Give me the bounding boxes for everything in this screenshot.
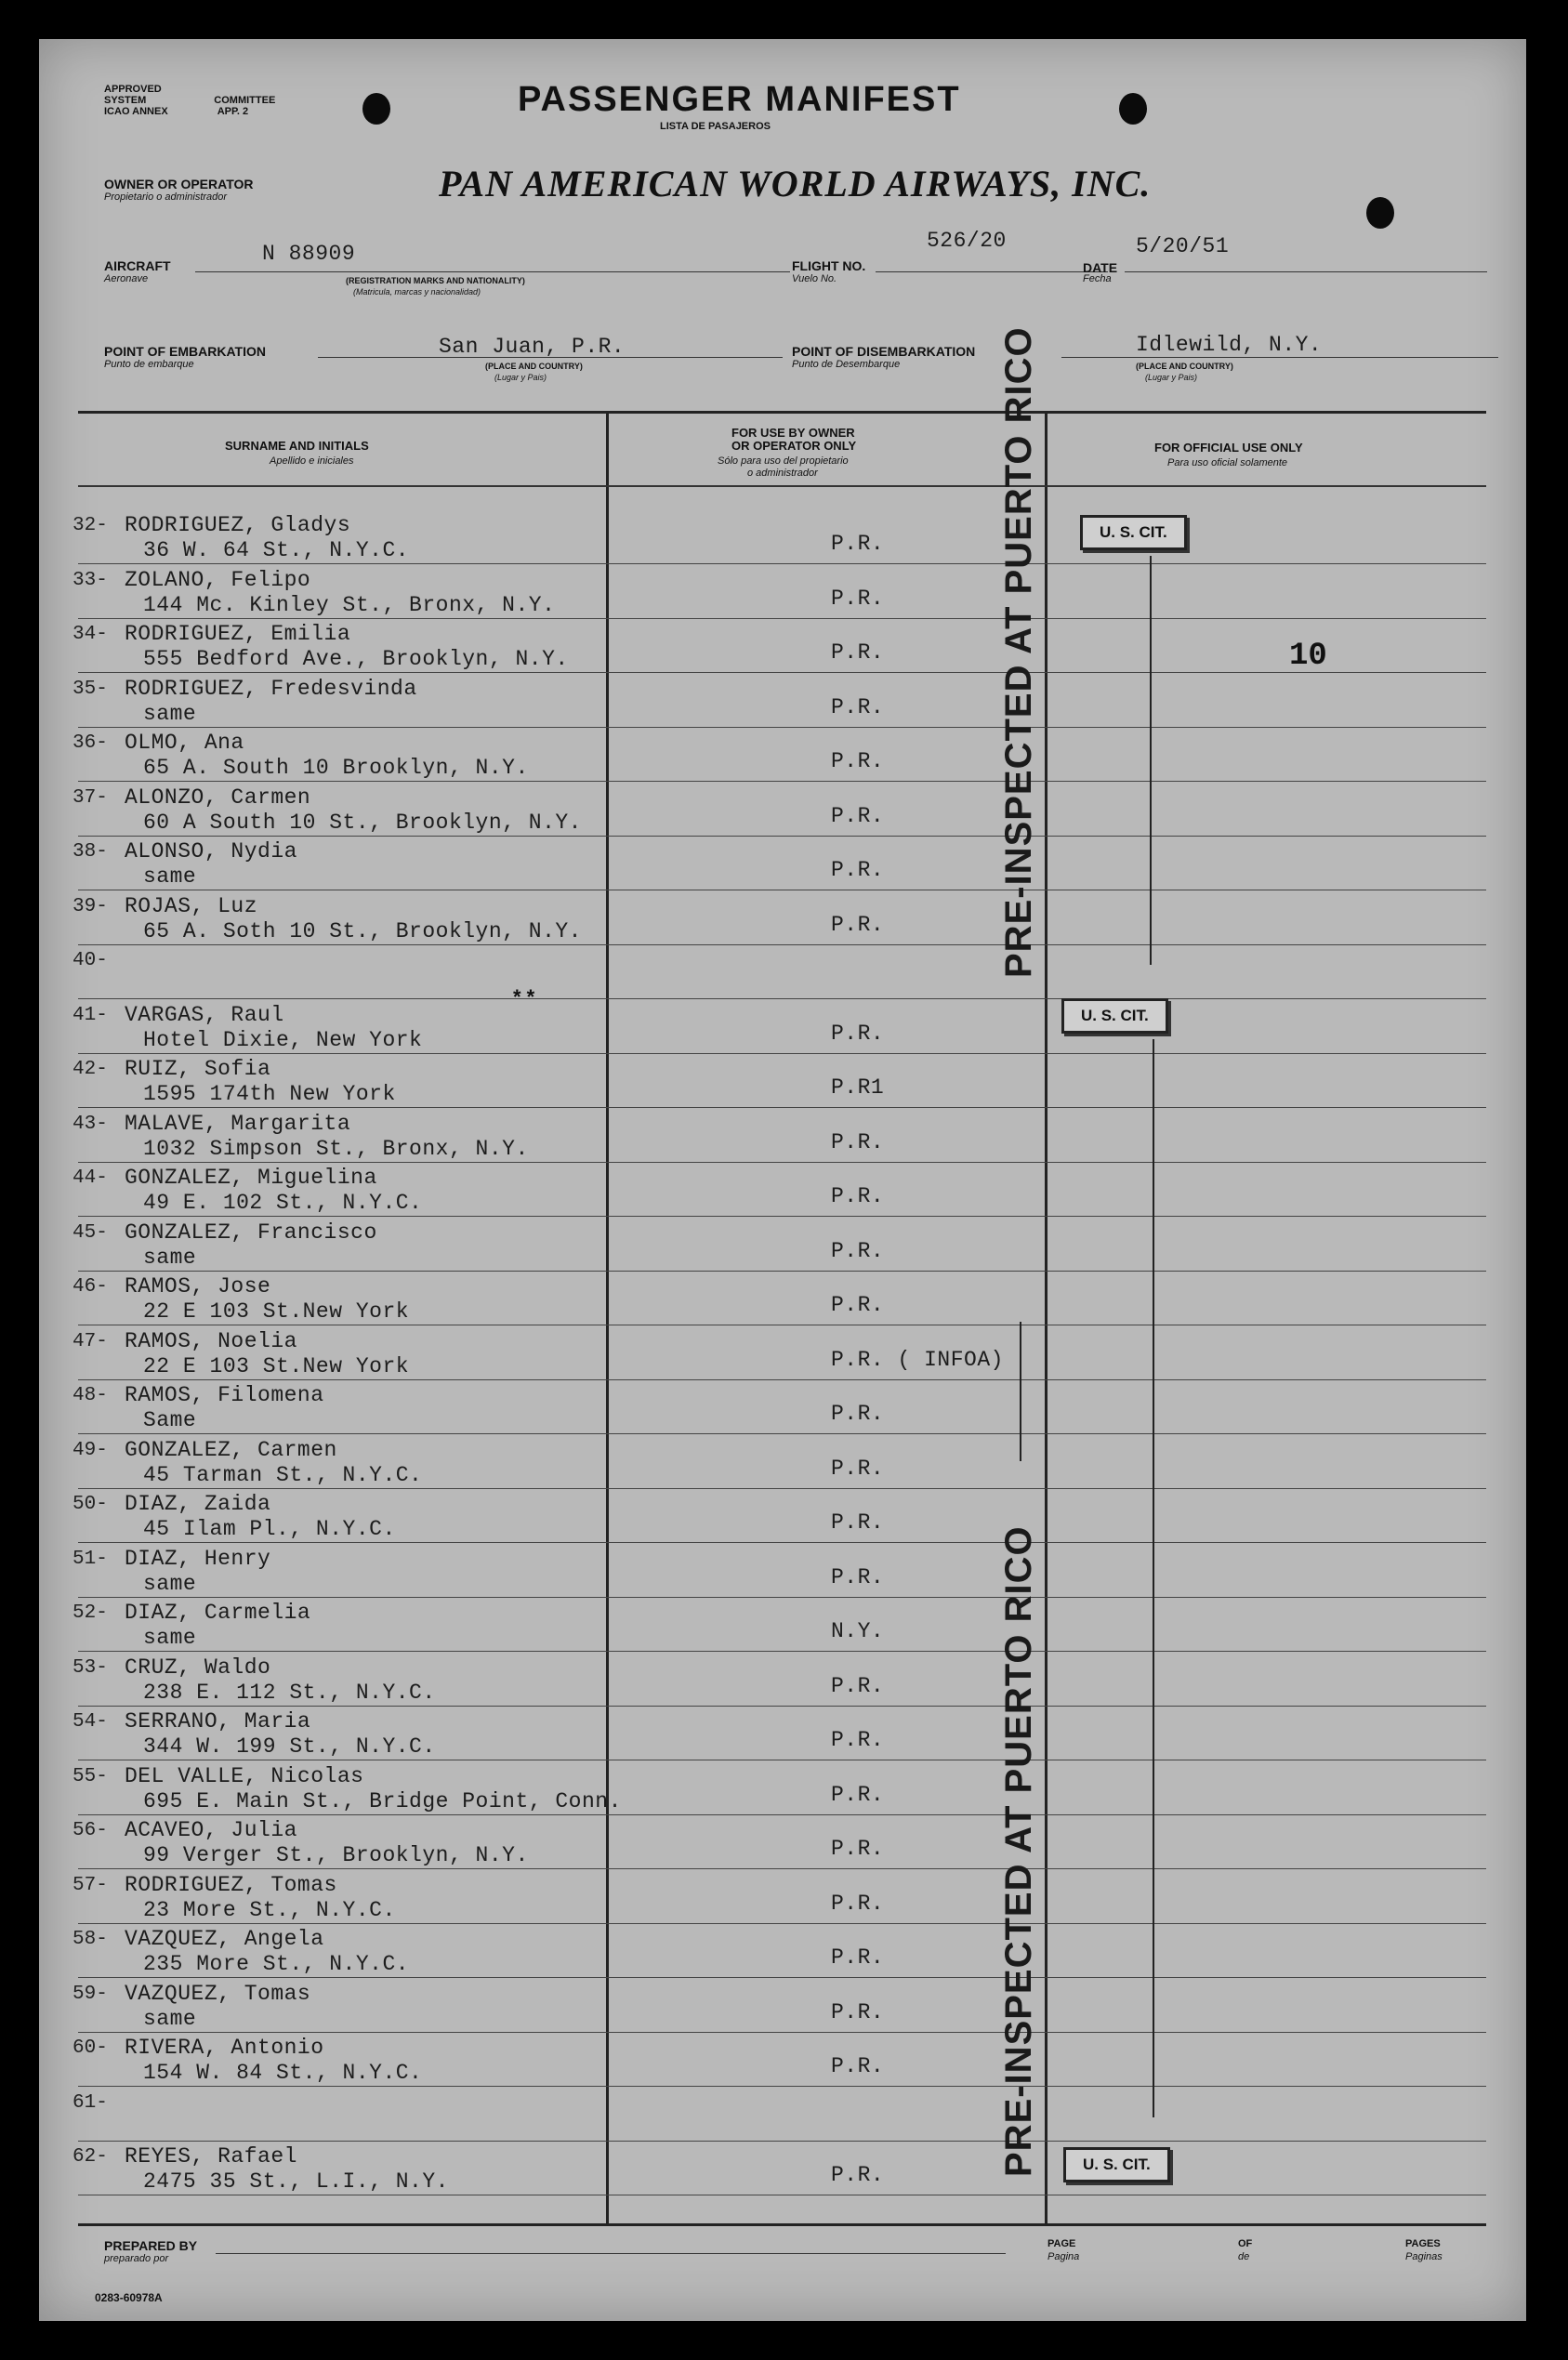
row-number: 47-: [72, 1331, 108, 1352]
table-row: [39, 511, 1526, 565]
passenger-address: 45 Tarman St., N.Y.C.: [143, 1463, 423, 1487]
table-row: [39, 2089, 1526, 2142]
row-rule: [78, 781, 1486, 782]
aircraft-value: N 88909: [262, 242, 356, 266]
passenger-address: Hotel Dixie, New York: [143, 1028, 423, 1052]
table-top-rule: [78, 411, 1486, 414]
passenger-name: ZOLANO, Felipo: [125, 568, 311, 592]
of-label: OF: [1238, 2238, 1253, 2249]
disembark-place-label: (PLACE AND COUNTRY): [1136, 362, 1233, 371]
row-number: 39-: [72, 896, 108, 917]
passenger-name: VAZQUEZ, Tomas: [125, 1982, 311, 2006]
passenger-address: 45 Ilam Pl., N.Y.C.: [143, 1517, 396, 1541]
manifest-sheet: [39, 39, 1526, 2321]
row-number: 56-: [72, 1820, 108, 1841]
bracket-line: [1153, 1039, 1154, 2117]
row-rule: [78, 1814, 1486, 1815]
owner-label-es: Propietario o administrador: [104, 191, 228, 203]
punch-hole: [1119, 93, 1147, 125]
punch-hole: [362, 93, 390, 125]
punch-hole: [1366, 197, 1394, 229]
row-rule: [78, 672, 1486, 673]
row-rule: [78, 1379, 1486, 1380]
passenger-address: same: [143, 2007, 197, 2031]
row-number: 62-: [72, 2146, 108, 2168]
origin-code: P.R.: [831, 1457, 885, 1481]
row-rule: [78, 1977, 1486, 1978]
header-bottom-rule: [78, 485, 1486, 487]
table-row: [39, 1436, 1526, 1490]
table-row: [39, 1272, 1526, 1326]
owner-column-header-es-2: o administrador: [747, 468, 818, 479]
origin-code: P.R.: [831, 804, 885, 828]
passenger-address: same: [143, 864, 197, 889]
embark-label: POINT OF EMBARKATION: [104, 344, 266, 359]
pages-label: PAGES: [1405, 2238, 1441, 2249]
origin-code: P.R.: [831, 587, 885, 611]
flight-label-es: Vuelo No.: [792, 273, 837, 284]
row-rule: [78, 1107, 1486, 1108]
origin-code: P.R.: [831, 1293, 885, 1317]
table-row: [39, 1816, 1526, 1870]
passenger-address: 1595 174th New York: [143, 1082, 396, 1106]
origin-code: P.R.: [831, 1837, 885, 1861]
passenger-address: 60 A South 10 St., Brooklyn, N.Y.: [143, 811, 582, 835]
passenger-address: 2475 35 St., L.I., N.Y.: [143, 2169, 449, 2194]
row-number: 55-: [72, 1766, 108, 1787]
passenger-address: same: [143, 1626, 197, 1650]
passenger-address: 144 Mc. Kinley St., Bronx, N.Y.: [143, 593, 556, 617]
passenger-name: CRUZ, Waldo: [125, 1655, 271, 1680]
passenger-name: RODRIGUEZ, Fredesvinda: [125, 677, 417, 701]
owner-column-header-1: FOR USE BY OWNER: [731, 426, 855, 440]
passenger-name: REYES, Rafael: [125, 2144, 297, 2169]
passenger-name: ROJAS, Luz: [125, 894, 258, 918]
passenger-address: 235 More St., N.Y.C.: [143, 1952, 410, 1976]
row-number: 60-: [72, 2037, 108, 2059]
row-number: 51-: [72, 1549, 108, 1570]
table-row: [39, 1381, 1526, 1435]
passenger-address: 154 W. 84 St., N.Y.C.: [143, 2061, 423, 2085]
passenger-name: VARGAS, Raul: [125, 1003, 284, 1027]
row-number: 58-: [72, 1929, 108, 1950]
asterisk-marks: * *: [513, 985, 535, 1009]
passenger-name: RAMOS, Jose: [125, 1274, 271, 1299]
passenger-name: SERRANO, Maria: [125, 1709, 311, 1734]
row-number: 33-: [72, 570, 108, 591]
table-row: [39, 2034, 1526, 2088]
origin-code: P.R.: [831, 913, 885, 937]
official-column-header: FOR OFFICIAL USE ONLY: [1154, 441, 1303, 455]
passenger-name: RIVERA, Antonio: [125, 2036, 324, 2060]
passenger-name: DEL VALLE, Nicolas: [125, 1764, 364, 1788]
owner-column-header-es-1: Sólo para uso del propietario: [718, 455, 849, 467]
origin-code: P.R.: [831, 1022, 885, 1046]
disembark-value: Idlewild, N.Y.: [1136, 333, 1323, 357]
row-rule: [78, 1053, 1486, 1054]
table-row: [39, 1980, 1526, 2034]
row-rule: [78, 836, 1486, 837]
passenger-name: ALONZO, Carmen: [125, 785, 311, 810]
table-row: [39, 892, 1526, 946]
row-number: 52-: [72, 1602, 108, 1624]
origin-code: P.R.: [831, 640, 885, 665]
prepared-by-rule: [216, 2253, 1006, 2254]
origin-code: P.R.: [831, 1565, 885, 1589]
row-number: 53-: [72, 1657, 108, 1679]
flight-rule: [876, 271, 1108, 272]
passenger-address: 555 Bedford Ave., Brooklyn, N.Y.: [143, 647, 569, 671]
passenger-name: MALAVE, Margarita: [125, 1112, 351, 1136]
bracket-line: [1020, 1322, 1021, 1461]
row-number: 46-: [72, 1276, 108, 1298]
preinspected-stamp: PRE-INSPECTED AT PUERTO RICO: [998, 1525, 1039, 2177]
row-number: 49-: [72, 1440, 108, 1461]
table-row: [39, 729, 1526, 783]
date-value: 5/20/51: [1136, 234, 1230, 258]
origin-code: P.R.: [831, 2054, 885, 2078]
form-number: 0283-60978A: [95, 2291, 163, 2304]
approved-line-2: SYSTEM: [104, 95, 147, 106]
name-column-header-es: Apellido e iniciales: [270, 455, 354, 467]
approval-block: [104, 84, 275, 117]
passenger-name: GONZALEZ, Carmen: [125, 1438, 337, 1462]
table-row: [39, 1164, 1526, 1218]
row-number: 48-: [72, 1385, 108, 1406]
table-row: [39, 837, 1526, 891]
origin-code: P.R.: [831, 1783, 885, 1807]
page-title: PASSENGER MANIFEST: [518, 80, 961, 119]
row-number: 57-: [72, 1875, 108, 1896]
page-subtitle: LISTA DE PASAJEROS: [660, 121, 771, 132]
embark-place-label: (PLACE AND COUNTRY): [485, 362, 583, 371]
count-annotation: 10: [1289, 639, 1327, 674]
us-citizen-stamp: U. S. CIT.: [1080, 515, 1187, 550]
row-rule: [78, 2141, 1486, 2142]
passenger-name: DIAZ, Zaida: [125, 1492, 271, 1516]
embark-place-label-es: (Lugar y Pais): [494, 373, 547, 382]
owner-name: PAN AMERICAN WORLD AIRWAYS, INC.: [439, 163, 1152, 204]
table-row: [39, 1110, 1526, 1164]
passenger-address: 36 W. 64 St., N.Y.C.: [143, 538, 410, 562]
row-rule: [78, 1162, 1486, 1163]
date-label-es: Fecha: [1083, 273, 1112, 284]
passenger-address: same: [143, 1246, 197, 1270]
table-row: [39, 1055, 1526, 1109]
table-row: [39, 1545, 1526, 1599]
table-row: [39, 1762, 1526, 1816]
row-number: 50-: [72, 1494, 108, 1515]
official-column-header-es: Para uso oficial solamente: [1167, 457, 1288, 468]
embark-label-es: Punto de embarque: [104, 359, 194, 370]
origin-code: P.R. ( INFOA): [831, 1348, 1004, 1372]
passenger-address: 99 Verger St., Brooklyn, N.Y.: [143, 1843, 529, 1867]
embark-value: San Juan, P.R.: [439, 335, 626, 359]
us-citizen-stamp: U. S. CIT.: [1061, 998, 1168, 1034]
bracket-line: [1150, 556, 1152, 965]
row-number: 44-: [72, 1167, 108, 1189]
passenger-address: 22 E 103 St.New York: [143, 1299, 410, 1324]
owner-column-header-2: OR OPERATOR ONLY: [731, 439, 857, 453]
table-row: [39, 1707, 1526, 1761]
row-rule: [78, 1488, 1486, 1489]
aircraft-label-es: Aeronave: [104, 273, 149, 284]
passenger-address: same: [143, 702, 197, 726]
table-row: [39, 1654, 1526, 1707]
disembark-label: POINT OF DISEMBARKATION: [792, 344, 976, 359]
row-rule: [78, 1706, 1486, 1707]
prepared-by-label: PREPARED BY: [104, 2238, 198, 2253]
of-label-es: de: [1238, 2251, 1250, 2262]
origin-code: P.R.: [831, 1674, 885, 1698]
row-rule: [78, 1433, 1486, 1434]
row-number: 37-: [72, 787, 108, 809]
table-row: [39, 675, 1526, 729]
row-rule: [78, 1868, 1486, 1869]
origin-code: P.R.: [831, 1184, 885, 1208]
row-number: 34-: [72, 624, 108, 645]
passenger-name: RUIZ, Sofia: [125, 1057, 271, 1081]
table-row: [39, 566, 1526, 620]
approved-line-3: COMMITTEE: [214, 95, 276, 106]
table-row: [39, 1219, 1526, 1272]
table-row: [39, 946, 1526, 1000]
aircraft-label: AIRCRAFT: [104, 258, 171, 273]
pages-label-es: Paginas: [1405, 2251, 1443, 2262]
row-rule: [78, 618, 1486, 619]
passenger-address: 49 E. 102 St., N.Y.C.: [143, 1191, 423, 1215]
preinspected-stamp: PRE-INSPECTED AT PUERTO RICO: [998, 326, 1039, 978]
prepared-by-label-es: preparado por: [104, 2253, 169, 2264]
row-number: 61-: [72, 2092, 108, 2114]
origin-code: N.Y.: [831, 1619, 885, 1643]
passenger-name: RAMOS, Noelia: [125, 1329, 297, 1353]
passenger-name: RODRIGUEZ, Gladys: [125, 513, 351, 537]
date-label: DATE: [1083, 260, 1118, 275]
origin-code: P.R.: [831, 749, 885, 773]
us-citizen-stamp: U. S. CIT.: [1063, 2147, 1170, 2182]
row-number: 41-: [72, 1005, 108, 1026]
flight-label: FLIGHT NO.: [792, 258, 866, 273]
registration-label-es: (Matricula, marcas y nacionalidad): [353, 287, 481, 297]
row-number: 36-: [72, 732, 108, 754]
row-number: 54-: [72, 1711, 108, 1733]
date-rule: [1125, 271, 1487, 272]
row-rule: [78, 1542, 1486, 1543]
origin-code: P.R.: [831, 2163, 885, 2187]
passenger-address: 695 E. Main St., Bridge Point, Conn.: [143, 1789, 622, 1813]
origin-code: P.R.: [831, 1728, 885, 1752]
row-number: 43-: [72, 1114, 108, 1135]
passenger-address: 238 E. 112 St., N.Y.C.: [143, 1681, 436, 1705]
passenger-address: 1032 Simpson St., Bronx, N.Y.: [143, 1137, 529, 1161]
passenger-address: 22 E 103 St.New York: [143, 1354, 410, 1378]
origin-code: P.R.: [831, 1402, 885, 1426]
aircraft-rule: [195, 271, 790, 272]
passenger-name: GONZALEZ, Miguelina: [125, 1166, 377, 1190]
origin-code: P.R.: [831, 2000, 885, 2024]
page-label: PAGE: [1048, 2238, 1076, 2249]
row-number: 59-: [72, 1984, 108, 2005]
page-label-es: Pagina: [1048, 2251, 1080, 2262]
origin-code: P.R.: [831, 1130, 885, 1154]
row-number: 42-: [72, 1059, 108, 1080]
origin-code: P.R.: [831, 532, 885, 556]
table-row: [39, 1490, 1526, 1544]
origin-code: P.R.: [831, 1892, 885, 1916]
table-row: [39, 1925, 1526, 1979]
approved-line-1: APPROVED: [104, 84, 162, 95]
origin-code: P.R.: [831, 1510, 885, 1535]
passenger-name: OLMO, Ana: [125, 731, 244, 755]
passenger-name: RODRIGUEZ, Tomas: [125, 1873, 337, 1897]
row-number: 45-: [72, 1222, 108, 1244]
passenger-address: 65 A. South 10 Brooklyn, N.Y.: [143, 756, 529, 780]
row-rule: [78, 727, 1486, 728]
passenger-name: ALONSO, Nydia: [125, 839, 297, 864]
passenger-address: 23 More St., N.Y.C.: [143, 1898, 396, 1922]
origin-code: P.R.: [831, 695, 885, 719]
origin-code: P.R.: [831, 1945, 885, 1970]
row-number: 40-: [72, 950, 108, 971]
table-row: [39, 1001, 1526, 1055]
row-rule: [78, 1597, 1486, 1598]
row-rule: [78, 944, 1486, 945]
passenger-name: RAMOS, Filomena: [125, 1383, 324, 1407]
row-rule: [78, 998, 1486, 999]
row-number: 35-: [72, 679, 108, 700]
passenger-address: 344 W. 199 St., N.Y.C.: [143, 1734, 436, 1759]
passenger-name: DIAZ, Henry: [125, 1547, 271, 1571]
approved-line-4: ICAO ANNEX: [104, 106, 168, 117]
registration-label: (REGISTRATION MARKS AND NATIONALITY): [346, 276, 525, 285]
row-rule: [78, 563, 1486, 564]
name-column-header: SURNAME AND INITIALS: [225, 439, 369, 453]
passenger-name: RODRIGUEZ, Emilia: [125, 622, 351, 646]
row-number: 38-: [72, 841, 108, 863]
passenger-name: GONZALEZ, Francisco: [125, 1220, 377, 1245]
disembark-rule: [1061, 357, 1498, 358]
table-row: [39, 2142, 1526, 2196]
passenger-address: same: [143, 1572, 197, 1596]
origin-code: P.R.: [831, 1239, 885, 1263]
disembark-label-es: Punto de Desembarque: [792, 359, 901, 370]
origin-code: P.R.: [831, 858, 885, 882]
table-bottom-rule: [78, 2223, 1486, 2226]
flight-value: 526/20: [927, 229, 1007, 253]
disembark-place-label-es: (Lugar y Pais): [1145, 373, 1198, 382]
table-row: [39, 1871, 1526, 1925]
owner-label: OWNER OR OPERATOR: [104, 177, 254, 191]
row-number: 32-: [72, 515, 108, 536]
row-rule: [78, 2086, 1486, 2087]
row-rule: [78, 1651, 1486, 1652]
passenger-name: ACAVEO, Julia: [125, 1818, 297, 1842]
table-row: [39, 1599, 1526, 1653]
approved-line-5: APP. 2: [217, 106, 249, 117]
passenger-name: VAZQUEZ, Angela: [125, 1927, 324, 1951]
row-rule: [78, 1271, 1486, 1272]
row-rule: [78, 1923, 1486, 1924]
row-rule: [78, 1216, 1486, 1217]
passenger-address: 65 A. Soth 10 St., Brooklyn, N.Y.: [143, 919, 582, 943]
passenger-name: DIAZ, Carmelia: [125, 1601, 311, 1625]
origin-code: P.R1: [831, 1075, 885, 1100]
passenger-address: Same: [143, 1408, 197, 1432]
table-row: [39, 784, 1526, 837]
row-rule: [78, 2032, 1486, 2033]
table-row: [39, 1327, 1526, 1381]
